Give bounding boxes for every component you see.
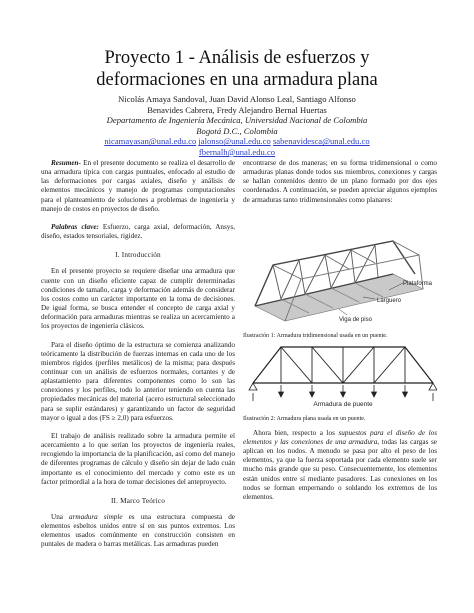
abstract [41,159,235,214]
paper-title [0,47,474,91]
email-list [0,136,474,147]
figure-1-truss-3d-image [243,211,437,331]
figure-2-planar-truss-image [243,339,437,409]
section-heading-theory: II. Marco Teórico [110,496,166,505]
theory-paragraph-1: Una armadura simple es una estructura compuesta de elementos esbeltos unidos entre sí en sus puntos extremos. Los elementos usados comúnmente en construcción consisten en puntales de madera o barras metálicas. Las armaduras pueden [41,513,235,549]
email-link[interactable]: sabenavidesca@unal.edu.co [272,136,370,147]
author-block [0,94,474,158]
right-paragraph-1: encontrarse de dos maneras; en su forma tridimensional o como armaduras planas donde todos sus miembros, conexiones y cargas se hallan contenidos dentro de un plano formado por dos ejes coordenados. A continuación, se pueden apreciar algunos ejemplos de armaduras tanto tridimensionales como planares: [243,159,437,204]
affiliation-line-1: Departamento de Ingeniería Mecánica, Universidad Nacional de Colombia [106,115,368,126]
email-link[interactable]: nicamayasan@unal.edu.co [104,136,197,147]
title-line-2: deformaciones en una armadura plana [96,70,378,90]
right-paragraph-2: Ahora bien, respecto a los supuestos para el diseño de los elementos y las conexiones de una armadura, todas las cargas se aplican en los nodos. A menudo se pasa por alto el peso de los elementos, ya que la fuerza soportada por cada elemento suele ser mucho más grande que su peso. Consecuentemente, los elementos están unidos entre sí mediante pasadores. Las conexiones en los nodos se forman empernando o soldando los extremos de los elementos. [243,428,437,501]
title-line-1: Proyecto 1 - Análisis de esfuerzos y [104,48,370,68]
abstract-text: En el presente documento se realiza el desarrollo de una armadura típica con cargas puntuales, enfocado al estudio de las deformaciones por cargas axiales, diseño y análisis de elementos mecánicos y manejo de programas computacionales para el planteamiento de soluciones a problemas de ingeniería y manejo de costos en proyectos de diseño. [41,159,235,213]
figure-1 [243,211,437,339]
keywords [41,223,235,241]
abstract-label: Resumen- [51,159,81,167]
email-link[interactable]: fbernalh@unal.edu.co [198,146,276,157]
figure-1-caption: Ilustración 1: Armadura tridimensional usada en un puente. [243,332,388,339]
authors-line-1: Nicolás Amaya Sandoval, Juan David Alonso Leal, Santiago Alfonso [118,94,356,104]
intro-paragraph-3: El trabajo de análisis realizado sobre la armadura permite el acercamiento a lo que serían los proyectos de ingeniería reales, recogiendo la importancia de la planificación, así como del manejo de diferentes programas de cálculo y diseño sin dejar de lado cuán importante es el conocimiento del mercado y como este es un factor primordial a la hora de tomar decisiones del anteproyecto. [41,431,235,486]
figure-2-caption: Ilustración 2: Armadura plana usada en un puente. [243,415,366,422]
intro-paragraph-2: Para el diseño óptimo de la estructura se comienza analizando teóricamente la distribución de fuerzas internas en cada uno de los miembros rígidos (perfiles metálicos) de la misma; para después continuar con un análisis de esfuerzos normales, cortantes y de aplastamiento para diferentes componentes como lo son las conexiones y los perfiles, todo lo anterior teniendo en cuenta las propiedades mecánicas del material (acero estructural seleccionado para se suplir estándares) y garantizando un factor de seguridad mayor o igual a dos (FS ≥ 2,0) para esfuerzos. [41,340,235,422]
email-link[interactable]: jalonso@unal.edu.co [198,136,271,147]
keywords-label: Palabras clave: [51,222,99,231]
section-heading-introduction: I. Introducción [115,251,161,260]
figure-2 [243,339,437,421]
keywords-text: Esfuerzo, carga axial, deformación, Ansys, diseño, estados tensoriales, rigidez. [41,222,235,241]
affiliation-line-2: Bogotá D.C., Colombia [196,125,278,136]
label-plataforma: Plataforma [403,280,433,287]
right-column [243,159,437,502]
intro-paragraph-1: En el presente proyecto se requiere diseñar una armadura que cuente con un diseño eficiente capaz de cumplir determinadas condiciones de tamaño, carga y deformación además de considerar los costos como un carácter importante en la toma de decisiones. De igual forma, se busca entender el concepto de carga axial y deformación para armaduras mientras se realiza un acercamiento a los proyectos de ingeniería clásicos. [41,267,235,331]
left-column [41,159,235,550]
authors-line-2: Benavides Cabrera, Fredy Alejandro Bernal Huertas [147,104,327,115]
label-armadura-de-puente: Armadura de puente [313,400,373,408]
label-viga-de-piso: Viga de piso [339,316,372,323]
label-larguero: Larguero [377,297,402,304]
